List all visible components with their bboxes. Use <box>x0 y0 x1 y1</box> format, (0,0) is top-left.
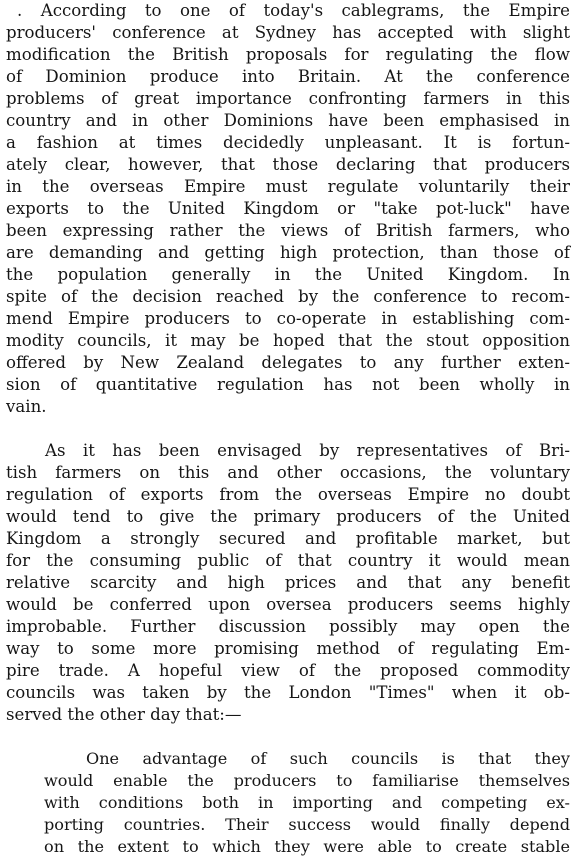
text-line: offered by New Zealand delegates to any further exten- <box>6 353 570 372</box>
text-line: tish farmers on this and other occasions, the voluntary <box>6 463 570 482</box>
text-line: vain. <box>6 397 47 416</box>
text-line: . According to one of today's cablegrams, the Empire <box>17 1 570 20</box>
text-line: would be conferred upon oversea producers seems highly <box>6 595 570 614</box>
text-line: modity councils, it may be hoped that the stout opposition <box>6 331 570 350</box>
text-line: As it has been envisaged by representatives of Bri- <box>45 441 570 460</box>
text-line: would enable the producers to familiarise themselves <box>44 771 570 790</box>
text-line: are demanding and getting high protection, than those of <box>6 243 570 262</box>
text-line: way to some more promising method of regulating Em- <box>6 639 570 658</box>
text-line: Kingdom a strongly secured and profitable market, but <box>6 529 570 548</box>
text-line: sion of quantitative regulation has not been wholly in <box>6 375 570 394</box>
text-line: been expressing rather the views of British farmers, who <box>6 221 570 240</box>
text-line: ately clear, however, that those declaring that producers <box>6 155 570 174</box>
text-line: relative scarcity and high prices and that any benefit <box>6 573 570 592</box>
text-line: producers' conference at Sydney has accepted with slight <box>6 23 570 42</box>
text-line: One advantage of such councils is that they <box>86 749 570 768</box>
text-line: a fashion at times decidedly unpleasant. It is fortun- <box>6 133 570 152</box>
text-line: improbable. Further discussion possibly may open the <box>6 617 570 636</box>
text-line: on the extent to which they were able to create stable <box>44 837 570 856</box>
text-line: would tend to give the primary producers of the United <box>6 507 570 526</box>
text-line: exports to the United Kingdom or "take pot-luck" have <box>6 199 570 218</box>
text-line: councils was taken by the London "Times" when it ob- <box>6 683 570 702</box>
text-line: the population generally in the United Kingdom. In <box>6 265 570 284</box>
text-line: porting countries. Their success would finally depend <box>44 815 570 834</box>
text-line: of Dominion produce into Britain. At the conference <box>6 67 570 86</box>
text-line: in the overseas Empire must regulate voluntarily their <box>6 177 570 196</box>
text-line: with conditions both in importing and competing ex- <box>44 793 570 812</box>
text-line: problems of great importance confronting farmers in this <box>6 89 570 108</box>
text-line: served the other day that:— <box>6 705 242 724</box>
text-line: pire trade. A hopeful view of the proposed commodity <box>6 661 570 680</box>
text-line: mend Empire producers to co-operate in establishing com- <box>6 309 570 328</box>
text-line: modification the British proposals for regulating the flow <box>6 45 570 64</box>
text-line: spite of the decision reached by the conference to recom- <box>6 287 570 306</box>
text-line: regulation of exports from the overseas Empire no doubt <box>6 485 570 504</box>
text-line: country and in other Dominions have been emphasised in <box>6 111 570 130</box>
text-line: for the consuming public of that country it would mean <box>6 551 570 570</box>
